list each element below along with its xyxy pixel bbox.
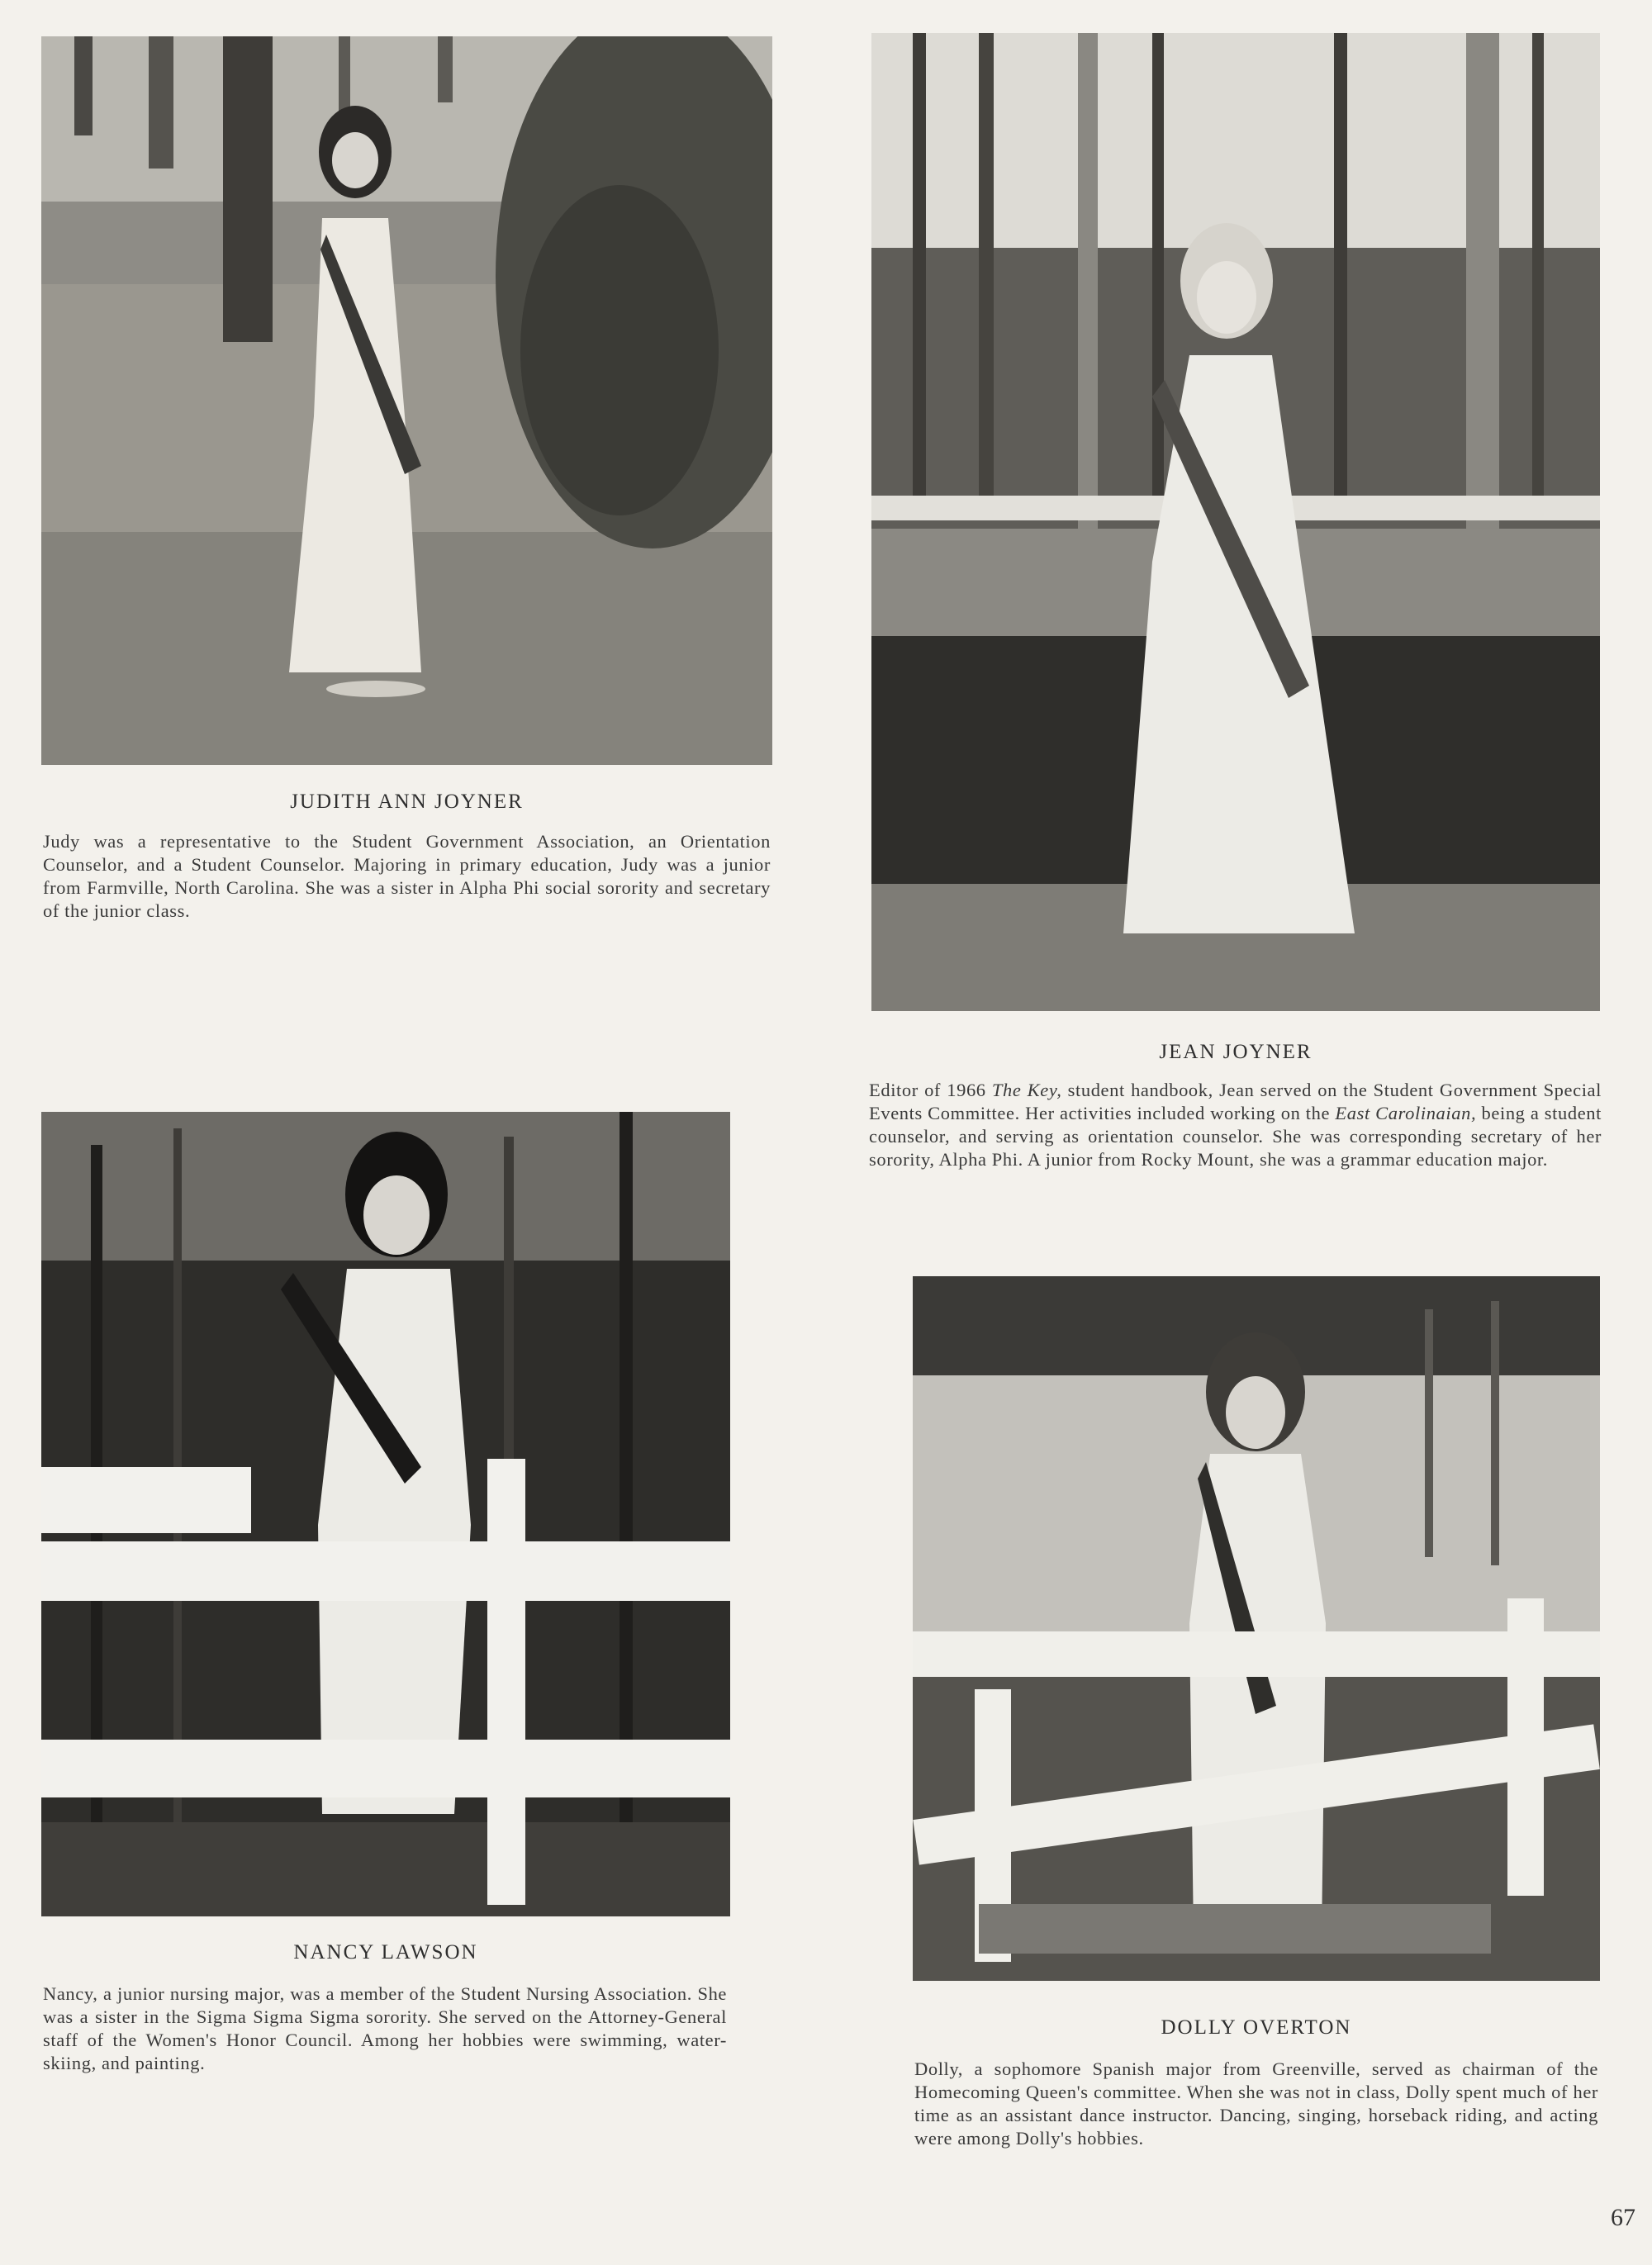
bio-jean-joyner: Editor of 1966 The Key, student handbook, Jean served on the Student Government Special Events Committee. Her activities included working on the East Carolinaian, being a student counselor, and serving as orientation counselor. She was corresponding secretary of her sorority, Alpha Phi. A junior from Rocky Mount, she was a grammar education major. xyxy=(869,1080,1602,1170)
photo-judith-ann-joyner xyxy=(41,36,772,765)
name-judith-ann-joyner: JUDITH ANN JOYNER xyxy=(290,791,524,813)
portrait-photo-fence-icon xyxy=(41,1112,730,1916)
photo-jean-joyner xyxy=(871,33,1600,1011)
name-dolly-overton: DOLLY OVERTON xyxy=(1161,2016,1352,2039)
photo-nancy-lawson xyxy=(41,1112,730,1916)
page-number: 67 xyxy=(1611,2204,1635,2231)
name-jean-joyner: JEAN JOYNER xyxy=(1159,1041,1313,1063)
portrait-photo-bridge-icon xyxy=(913,1276,1600,1981)
bio-dolly-overton: Dolly, a sophomore Spanish major from Greenville, served as chairman of the Homecoming Queen's committee. When she was not in class, Dolly spent much of her time as an assistant dance instructor. Dancing, singing, horseback riding, and acting were among Dolly's hobbies. xyxy=(914,2058,1598,2149)
portrait-photo-pond-icon xyxy=(871,33,1600,1011)
bio-nancy-lawson: Nancy, a junior nursing major, was a member of the Student Nursing Association. She was a sister in the Sigma Sigma Sigma sorority. She served on the Attorney-General staff of the Women's Honor Council. Among her hobbies were swimming, water-skiing, and painting. xyxy=(43,1983,727,2073)
portrait-photo-woods-icon xyxy=(41,36,772,765)
photo-dolly-overton xyxy=(913,1276,1600,1981)
bio-judith-ann-joyner: Judy was a representative to the Student Government Association, an Orientation Counselor, and a Student Counselor. Majoring in primary education, Judy was a junior from Farmville, North Carolina. She was a sister in Alpha Phi social sorority and secretary of the junior class. xyxy=(43,831,771,921)
name-nancy-lawson: NANCY LAWSON xyxy=(293,1941,478,1963)
